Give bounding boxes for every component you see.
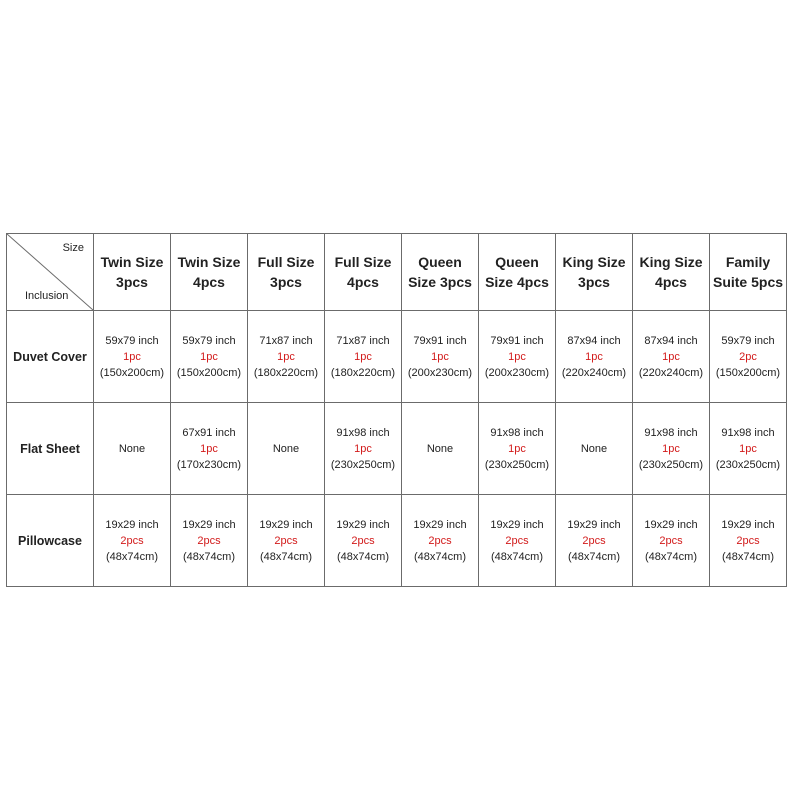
table-cell: 59x79 inch 2pc (150x200cm) [710, 311, 787, 403]
column-header-king-3pcs: King Size 3pcs [556, 234, 633, 311]
table-cell: 79x91 inch 1pc (200x230cm) [402, 311, 479, 403]
table-cell: 59x79 inch 1pc (150x200cm) [171, 311, 248, 403]
table-cell: 19x29 inch 2pcs (48x74cm) [325, 495, 402, 587]
row-header: Duvet Cover [7, 311, 94, 403]
table-cell: None [248, 403, 325, 495]
table-cell: 71x87 inch 1pc (180x220cm) [248, 311, 325, 403]
column-header-full-3pcs: Full Size 3pcs [248, 234, 325, 311]
table-cell: 19x29 inch 2pcs (48x74cm) [556, 495, 633, 587]
table-row-duvet-cover [7, 311, 787, 403]
column-header-family-5pcs: Family Suite 5pcs [710, 234, 787, 311]
row-header: Pillowcase [7, 495, 94, 587]
table-cell: 59x79 inch 1pc (150x200cm) [94, 311, 171, 403]
table-row-flat-sheet [7, 403, 787, 495]
row-header: Flat Sheet [7, 403, 94, 495]
table-cell: None [556, 403, 633, 495]
table-cell: 91x98 inch 1pc (230x250cm) [479, 403, 556, 495]
table-cell: 91x98 inch 1pc (230x250cm) [710, 403, 787, 495]
table-cell: 87x94 inch 1pc (220x240cm) [633, 311, 710, 403]
column-header-twin-3pcs: Twin Size 3pcs [94, 234, 171, 311]
inclusion-axis-label: Inclusion [25, 290, 69, 302]
table-cell: 19x29 inch 2pcs (48x74cm) [633, 495, 710, 587]
table-cell: 87x94 inch 1pc (220x240cm) [556, 311, 633, 403]
size-comparison-table [6, 233, 787, 587]
corner-header-cell [7, 234, 94, 311]
table-cell: 71x87 inch 1pc (180x220cm) [325, 311, 402, 403]
column-header-king-4pcs: King Size 4pcs [633, 234, 710, 311]
table-row-pillowcase [7, 495, 787, 587]
column-header-queen-3pcs: Queen Size 3pcs [402, 234, 479, 311]
header-row [7, 234, 787, 311]
table-cell: 19x29 inch 2pcs (48x74cm) [171, 495, 248, 587]
column-header-twin-4pcs: Twin Size 4pcs [171, 234, 248, 311]
table-cell: None [94, 403, 171, 495]
column-header-queen-4pcs: Queen Size 4pcs [479, 234, 556, 311]
size-axis-label: Size [62, 242, 84, 254]
table-cell: 91x98 inch 1pc (230x250cm) [325, 403, 402, 495]
table-cell: None [402, 403, 479, 495]
table-cell: 79x91 inch 1pc (200x230cm) [479, 311, 556, 403]
table-cell: 19x29 inch 2pcs (48x74cm) [402, 495, 479, 587]
table-cell: 19x29 inch 2pcs (48x74cm) [248, 495, 325, 587]
table-cell: 19x29 inch 2pcs (48x74cm) [710, 495, 787, 587]
table-cell: 91x98 inch 1pc (230x250cm) [633, 403, 710, 495]
table-cell: 19x29 inch 2pcs (48x74cm) [94, 495, 171, 587]
column-header-full-4pcs: Full Size 4pcs [325, 234, 402, 311]
table-cell: 67x91 inch 1pc (170x230cm) [171, 403, 248, 495]
table-cell: 19x29 inch 2pcs (48x74cm) [479, 495, 556, 587]
